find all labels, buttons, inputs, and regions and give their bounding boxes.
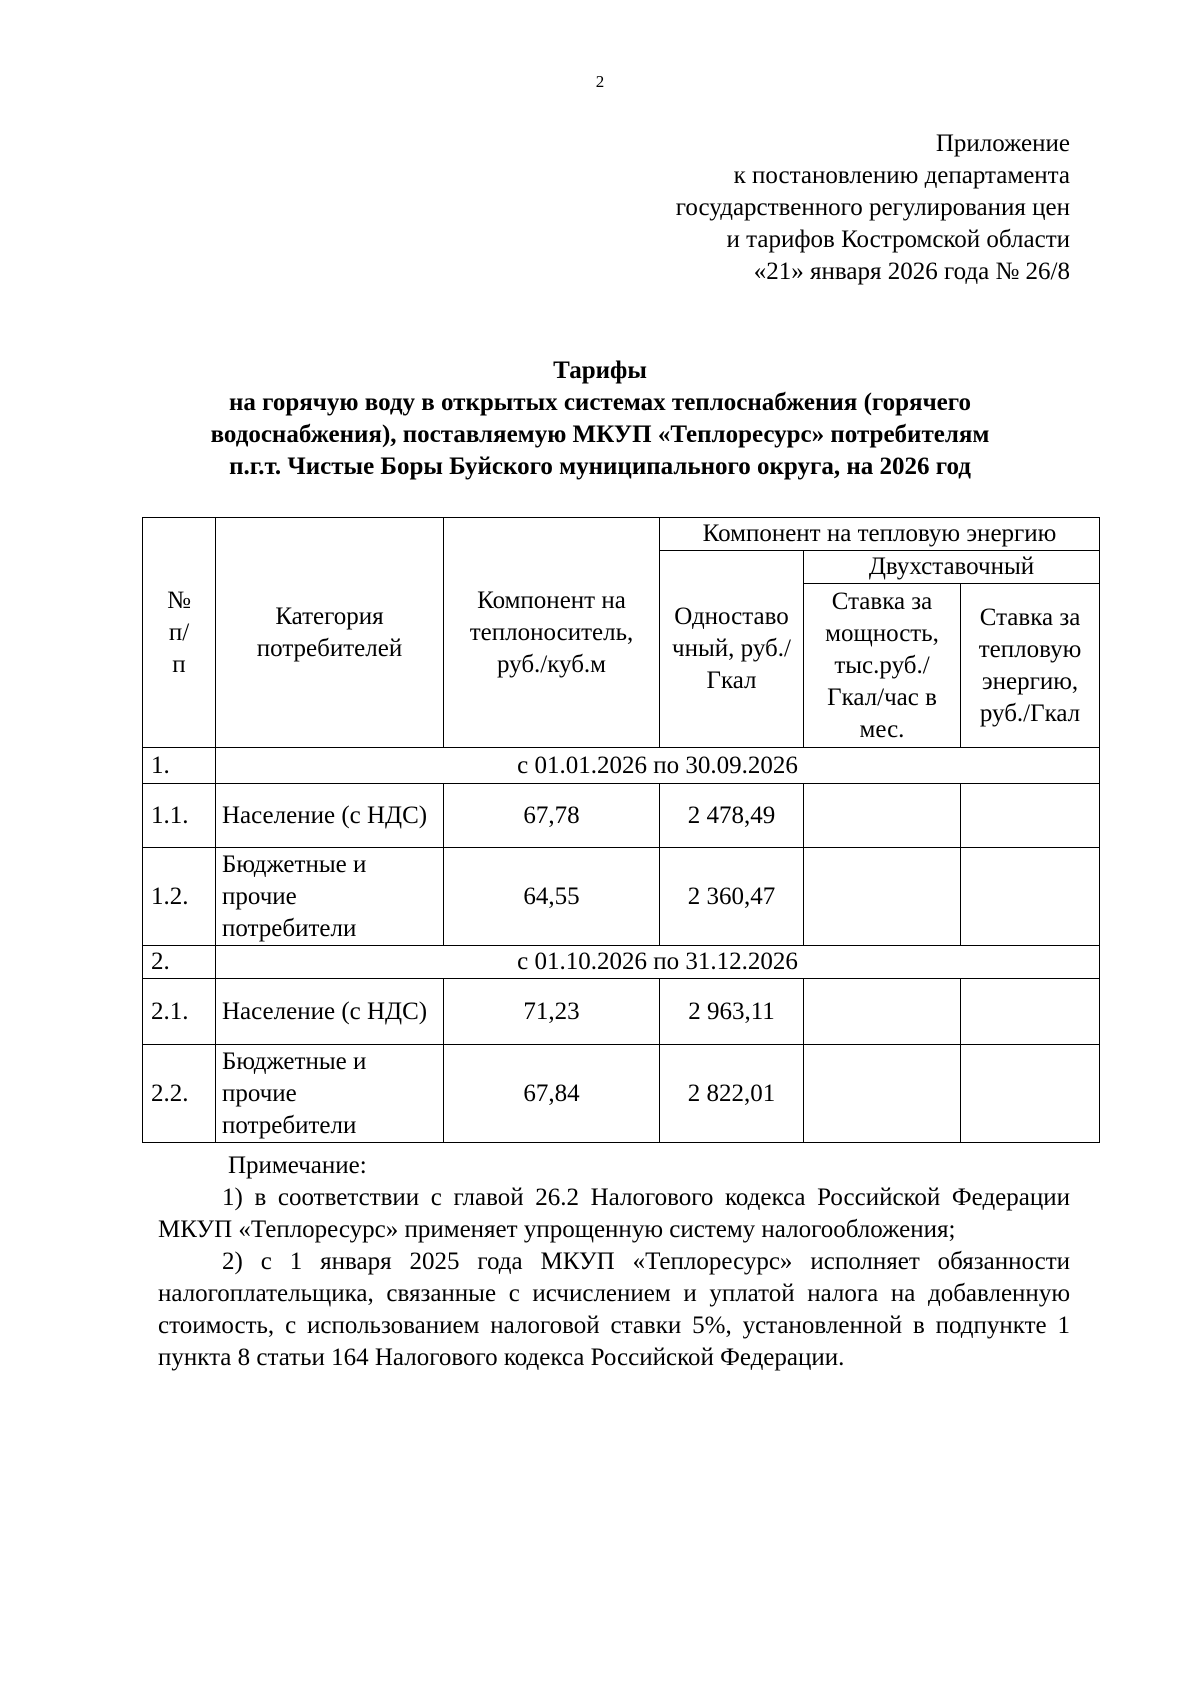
tariffs-table <box>142 517 1100 1143</box>
appendix-line: к постановлению департамента <box>733 162 1070 189</box>
note-item: 2) с 1 января 2025 года МКУП «Теплоресурс» исполняет обязанности налогоплательщика, связанные с исчислением и уплатой налога на добавленную стоимость, с использованием налоговой ставки 5%, установленной в подпункте 1 пункта 8 статьи 164 Налогового кодекса Российской Федерации. <box>158 1248 1070 1371</box>
section-num: 2. <box>143 946 216 979</box>
notes-title: Примечание: <box>228 1152 367 1179</box>
table-row <box>143 1045 1100 1143</box>
appendix-line: «21» января 2026 года № 26/8 <box>753 258 1070 285</box>
row-num: 2.1. <box>143 979 216 1045</box>
section-period: с 01.10.2026 по 31.12.2026 <box>216 946 1100 979</box>
row-single-rate: 2 963,11 <box>660 979 804 1045</box>
row-single-rate: 2 822,01 <box>660 1045 804 1143</box>
row-energy-rate <box>961 1045 1100 1143</box>
row-num: 2.2. <box>143 1045 216 1143</box>
row-category: Население (с НДС) <box>216 979 444 1045</box>
header-two-rate-group: Двухставочный <box>804 551 1100 584</box>
section-row <box>143 946 1100 979</box>
row-capacity-rate <box>804 848 961 946</box>
section-period: с 01.01.2026 по 30.09.2026 <box>216 748 1100 784</box>
table-row <box>143 784 1100 848</box>
row-num: 1.1. <box>143 784 216 848</box>
row-num: 1.2. <box>143 848 216 946</box>
header-row <box>143 518 1100 551</box>
row-carrier: 71,23 <box>444 979 660 1045</box>
row-capacity-rate <box>804 1045 961 1143</box>
table-row <box>143 848 1100 946</box>
notes-block <box>158 1150 1070 1374</box>
row-energy-rate <box>961 979 1100 1045</box>
header-capacity-rate: Ставка за мощность, тыс.руб./ Гкал/час в мес. <box>804 584 961 748</box>
table-row <box>143 979 1100 1045</box>
header-category: Категория потребителей <box>216 518 444 748</box>
row-category: Бюджетные и прочие потребители <box>216 848 444 946</box>
section-row <box>143 748 1100 784</box>
row-category: Население (с НДС) <box>216 784 444 848</box>
document-title <box>0 355 1200 483</box>
row-carrier: 67,78 <box>444 784 660 848</box>
page-number: 2 <box>595 72 605 91</box>
appendix-block <box>676 128 1070 288</box>
title-line: на горячую воду в открытых системах теплоснабжения (горячего <box>228 389 971 416</box>
section-num: 1. <box>143 748 216 784</box>
appendix-line: государственного регулирования цен <box>675 194 1070 221</box>
row-energy-rate <box>961 848 1100 946</box>
row-energy-rate <box>961 784 1100 848</box>
row-single-rate: 2 360,47 <box>660 848 804 946</box>
header-energy-rate: Ставка за тепловую энергию, руб./Гкал <box>961 584 1100 748</box>
header-carrier: Компонент на теплоноситель, руб./куб.м <box>444 518 660 748</box>
row-carrier: 67,84 <box>444 1045 660 1143</box>
row-carrier: 64,55 <box>444 848 660 946</box>
appendix-line: Приложение <box>935 130 1070 157</box>
header-single-rate: Одноставочный, руб./Гкал <box>660 551 804 748</box>
row-capacity-rate <box>804 784 961 848</box>
header-num: № п/п <box>143 518 216 748</box>
row-category: Бюджетные и прочие потребители <box>216 1045 444 1143</box>
note-item: 1) в соответствии с главой 26.2 Налогового кодекса Российской Федерации МКУП «Теплоресурс» применяет упрощенную систему налогообложения; <box>158 1184 1070 1243</box>
title-line: водоснабжения), поставляемую МКУП «Теплоресурс» потребителям <box>210 421 990 448</box>
header-energy-group: Компонент на тепловую энергию <box>660 518 1100 551</box>
title-line: Тарифы <box>553 357 647 384</box>
appendix-line: и тарифов Костромской области <box>726 226 1070 253</box>
row-single-rate: 2 478,49 <box>660 784 804 848</box>
title-line: п.г.т. Чистые Боры Буйского муниципального округа, на 2026 год <box>229 453 971 480</box>
row-capacity-rate <box>804 979 961 1045</box>
